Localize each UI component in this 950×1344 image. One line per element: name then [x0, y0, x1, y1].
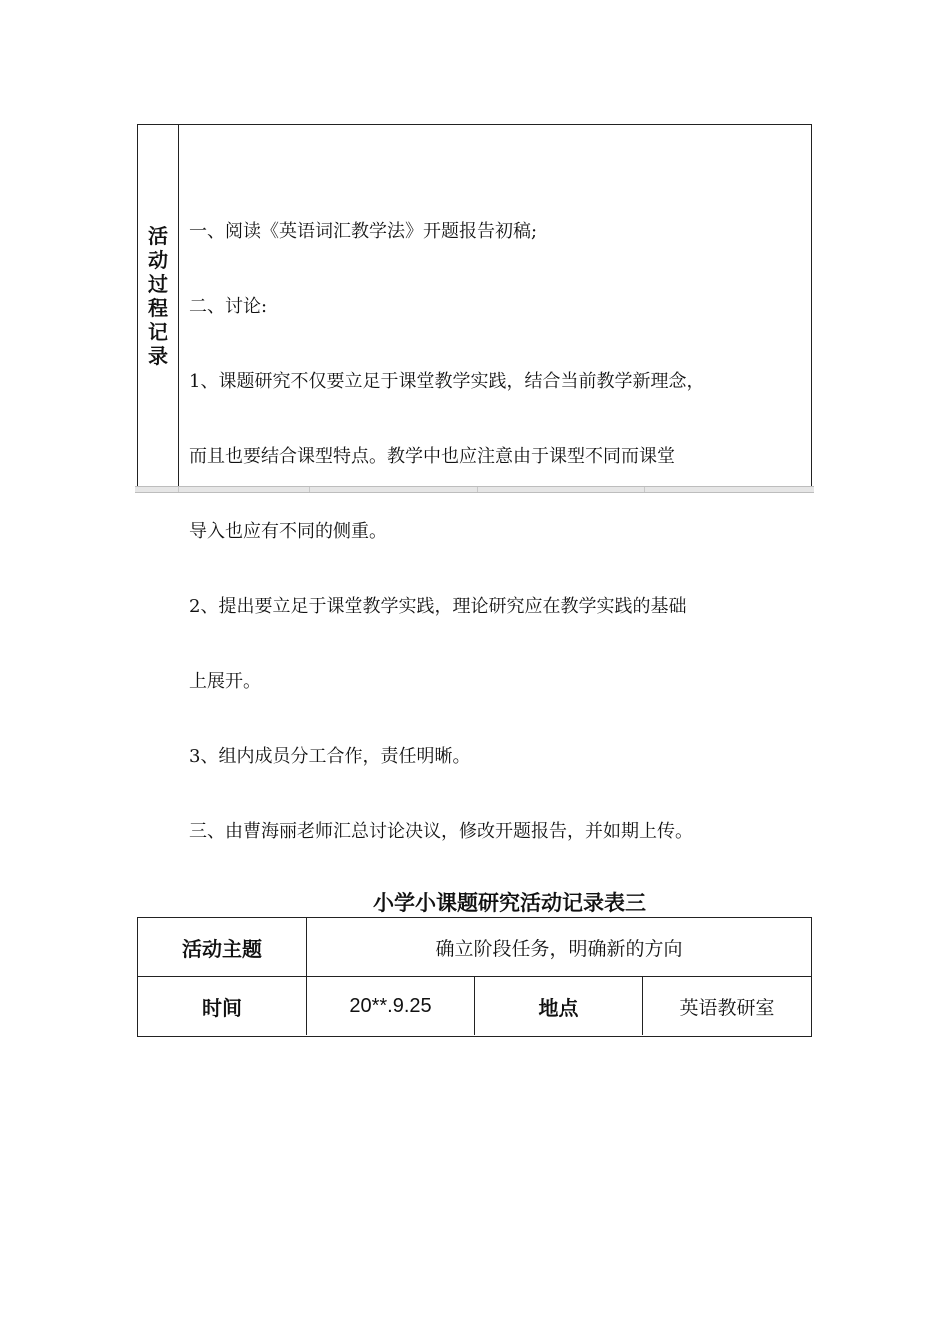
label-char: 记 [148, 319, 168, 344]
activity-info-table [137, 917, 812, 1037]
topic-value: 确立阶段任务，明确新的方向 [306, 918, 811, 976]
record-line: 2、提出要立足于课堂教学实践，理论研究应在教学实践的基础 [189, 596, 687, 617]
record-line: 上展开。 [189, 671, 261, 692]
topic-row [138, 918, 811, 976]
label-char: 过 [148, 271, 168, 296]
strip-divider [309, 487, 310, 492]
sheet-title: 小学小课题研究活动记录表三 [373, 891, 646, 915]
record-line: 导入也应有不同的侧重。 [189, 521, 387, 542]
time-label: 时间 [202, 995, 242, 1020]
record-line: 二、讨论: [189, 296, 268, 317]
label-char: 录 [148, 343, 168, 368]
table-bottom-border-strip [135, 486, 814, 493]
activity-process-label-cell [138, 125, 179, 486]
label-char: 活 [148, 223, 168, 248]
activity-process-content [179, 125, 811, 842]
time-place-row [138, 976, 811, 1035]
time-value: 20**.9.25 [306, 977, 474, 1035]
activity-process-table [137, 124, 812, 842]
record-line: 三、由曹海丽老师汇总讨论决议，修改开题报告，并如期上传。 [189, 821, 693, 842]
strip-divider [644, 487, 645, 492]
record-line: 1、课题研究不仅要立足于课堂教学实践，结合当前教学新理念， [189, 371, 705, 392]
record-line: 3、组内成员分工合作，责任明晰。 [189, 746, 471, 767]
record-line: 而且也要结合课型特点。教学中也应注意由于课型不同而课堂 [189, 446, 675, 467]
strip-divider [477, 487, 478, 492]
record-line: 一、阅读《英语词汇教学法》开题报告初稿; [189, 221, 538, 242]
place-value: 英语教研室 [642, 977, 811, 1035]
label-char: 程 [148, 295, 168, 320]
topic-label: 活动主题 [182, 936, 262, 961]
label-char: 动 [148, 247, 168, 272]
strip-divider [178, 487, 179, 492]
place-label: 地点 [474, 977, 642, 1035]
